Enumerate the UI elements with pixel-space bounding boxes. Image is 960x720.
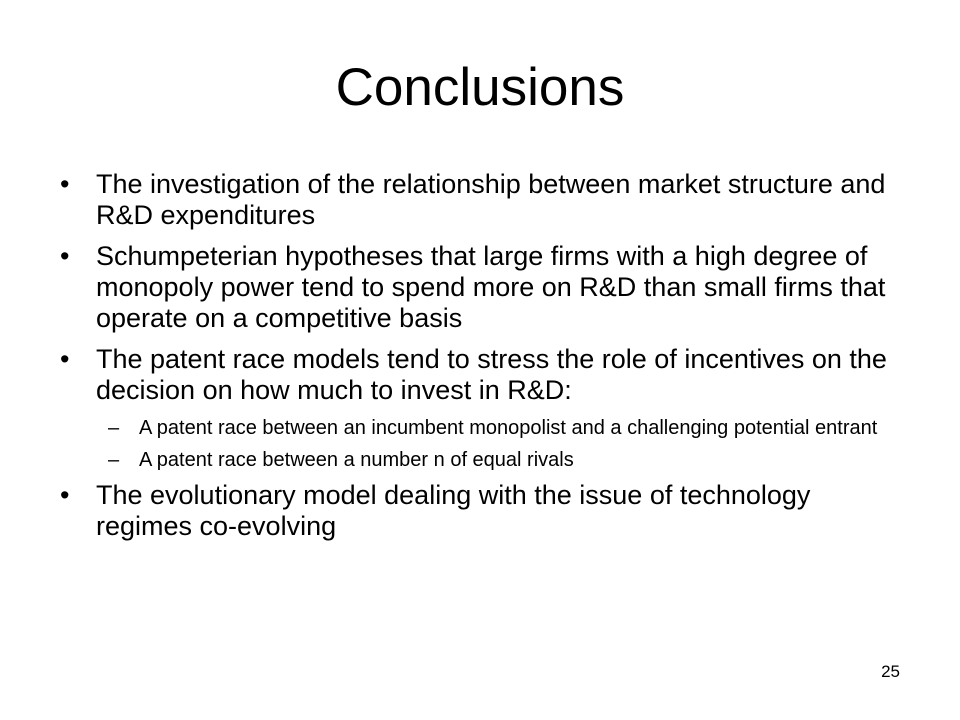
bullet-item <box>60 344 900 406</box>
sub-bullet-item <box>60 448 900 472</box>
bullet-list <box>60 169 900 552</box>
page-number: 25 <box>881 662 900 681</box>
bullet-icon: • <box>60 480 70 510</box>
sub-bullet-text: A patent race between an incumbent monopolist and a challenging potential entrant <box>139 417 878 439</box>
dash-icon: – <box>108 449 120 471</box>
sub-bullet-item <box>60 416 900 440</box>
bullet-text: The evolutionary model dealing with the issue of technology regimes co-evolving <box>96 480 811 541</box>
bullet-icon: • <box>60 169 70 199</box>
bullet-text: The investigation of the relationship between market structure and R&D expenditures <box>96 169 886 230</box>
bullet-item <box>60 169 900 231</box>
sub-bullet-text: A patent race between a number n of equal rivals <box>139 449 574 471</box>
dash-icon: – <box>108 417 120 439</box>
bullet-item <box>60 480 900 542</box>
bullet-icon: • <box>60 344 70 374</box>
bullet-text: Schumpeterian hypotheses that large firms with a high degree of monopoly power tend to spend more on R&D than small firms that operate on a competitive basis <box>96 241 886 333</box>
bullet-icon: • <box>60 241 70 271</box>
slide-title: Conclusions <box>335 58 625 117</box>
bullet-text: The patent race models tend to stress the role of incentives on the decision on how much to invest in R&D: <box>96 344 887 405</box>
bullet-item <box>60 241 900 334</box>
sub-bullet-list <box>60 416 900 472</box>
